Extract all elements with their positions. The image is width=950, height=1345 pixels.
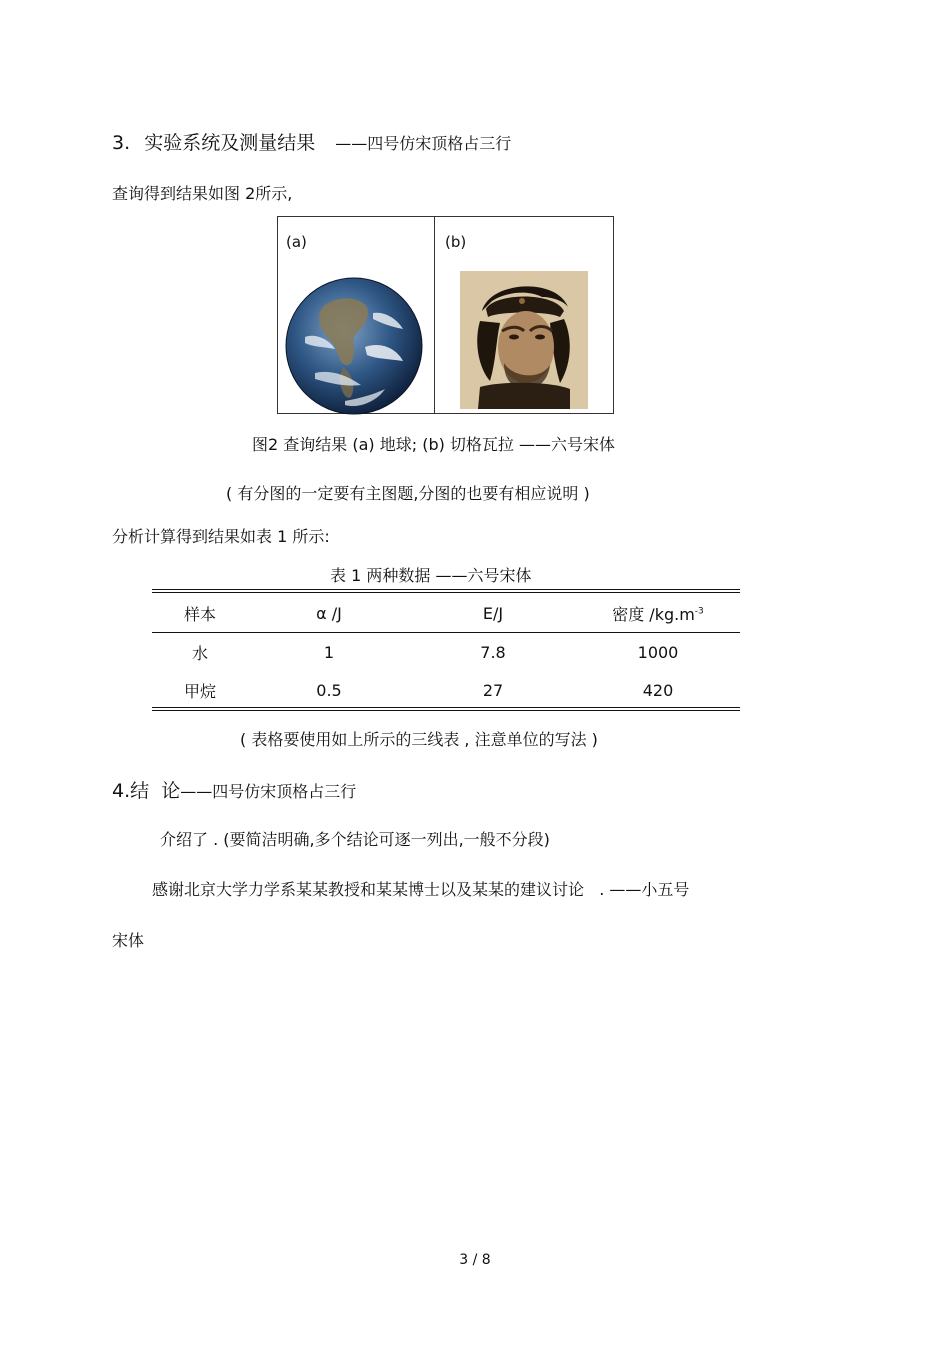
figure-remark: ( 有分图的一定要有主图题,分图的也要有相应说明 ) (226, 484, 590, 503)
data-table (152, 594, 740, 709)
table-header-row (152, 594, 740, 633)
header-alpha: α /J (248, 594, 410, 633)
table-remark: ( 表格要使用如上所示的三线表 , 注意单位的写法 ) (240, 730, 598, 749)
page-number: 3 / 8 (459, 1252, 491, 1268)
header-sample: 样本 (152, 594, 248, 633)
section-3-note: ——四号仿宋顶格占三行 (335, 134, 512, 153)
portrait-image (460, 271, 588, 409)
table-cell: 水 (191, 643, 208, 663)
table-row (152, 671, 740, 709)
table-cell: 甲烷 (183, 681, 216, 701)
earth-image (285, 277, 423, 415)
paragraph-analysis: 分析计算得到结果如表 1 所示: (112, 527, 330, 546)
table-top-rule-1 (152, 589, 740, 590)
paragraph-conclusion: 介绍了 . (要简洁明确,多个结论可逐一列出,一般不分段) (160, 830, 550, 849)
header-density (576, 594, 740, 633)
header-density-exponent: -3 (694, 606, 704, 617)
table-cell: 27 (482, 680, 504, 700)
subfigure-a-label: (a) (286, 233, 307, 251)
figure-divider (434, 217, 435, 413)
table-row (152, 633, 740, 672)
table-bottom-rule-1 (152, 707, 740, 708)
section-4-heading (112, 776, 356, 803)
section-3-title: 实验系统及测量结果 (144, 132, 316, 154)
header-density-text: 密度 /kg.m (612, 604, 695, 624)
section-3-number: 3. (112, 132, 131, 154)
figure-caption: 图2 查询结果 (a) 地球; (b) 切格瓦拉 ——六号宋体 (252, 435, 616, 454)
table-cell: 1 (323, 642, 335, 662)
section-4-note: ——四号仿宋顶格占三行 (180, 782, 357, 801)
paragraph-query: 查询得到结果如图 2所示, (112, 184, 293, 203)
subfigure-b-label: (b) (445, 233, 467, 251)
table-cell: 0.5 (316, 680, 342, 700)
paragraph-thanks: 感谢北京大学力学系某某教授和某某博士以及某某的建议讨论 . ——小五号 (152, 880, 690, 899)
section-4-title: 4.结 论 (112, 780, 181, 802)
paragraph-thanks-continued: 宋体 (112, 931, 145, 950)
table-top-rule-2 (152, 592, 740, 593)
section-3-heading (112, 128, 511, 155)
header-energy: E/J (410, 594, 576, 633)
table-cell: 420 (642, 680, 674, 700)
table-caption: 表 1 两种数据 ——六号宋体 (330, 566, 532, 585)
table-cell: 1000 (637, 642, 679, 662)
figure-2 (277, 216, 614, 414)
table-cell: 7.8 (480, 642, 506, 662)
table-bottom-rule-2 (152, 710, 740, 711)
